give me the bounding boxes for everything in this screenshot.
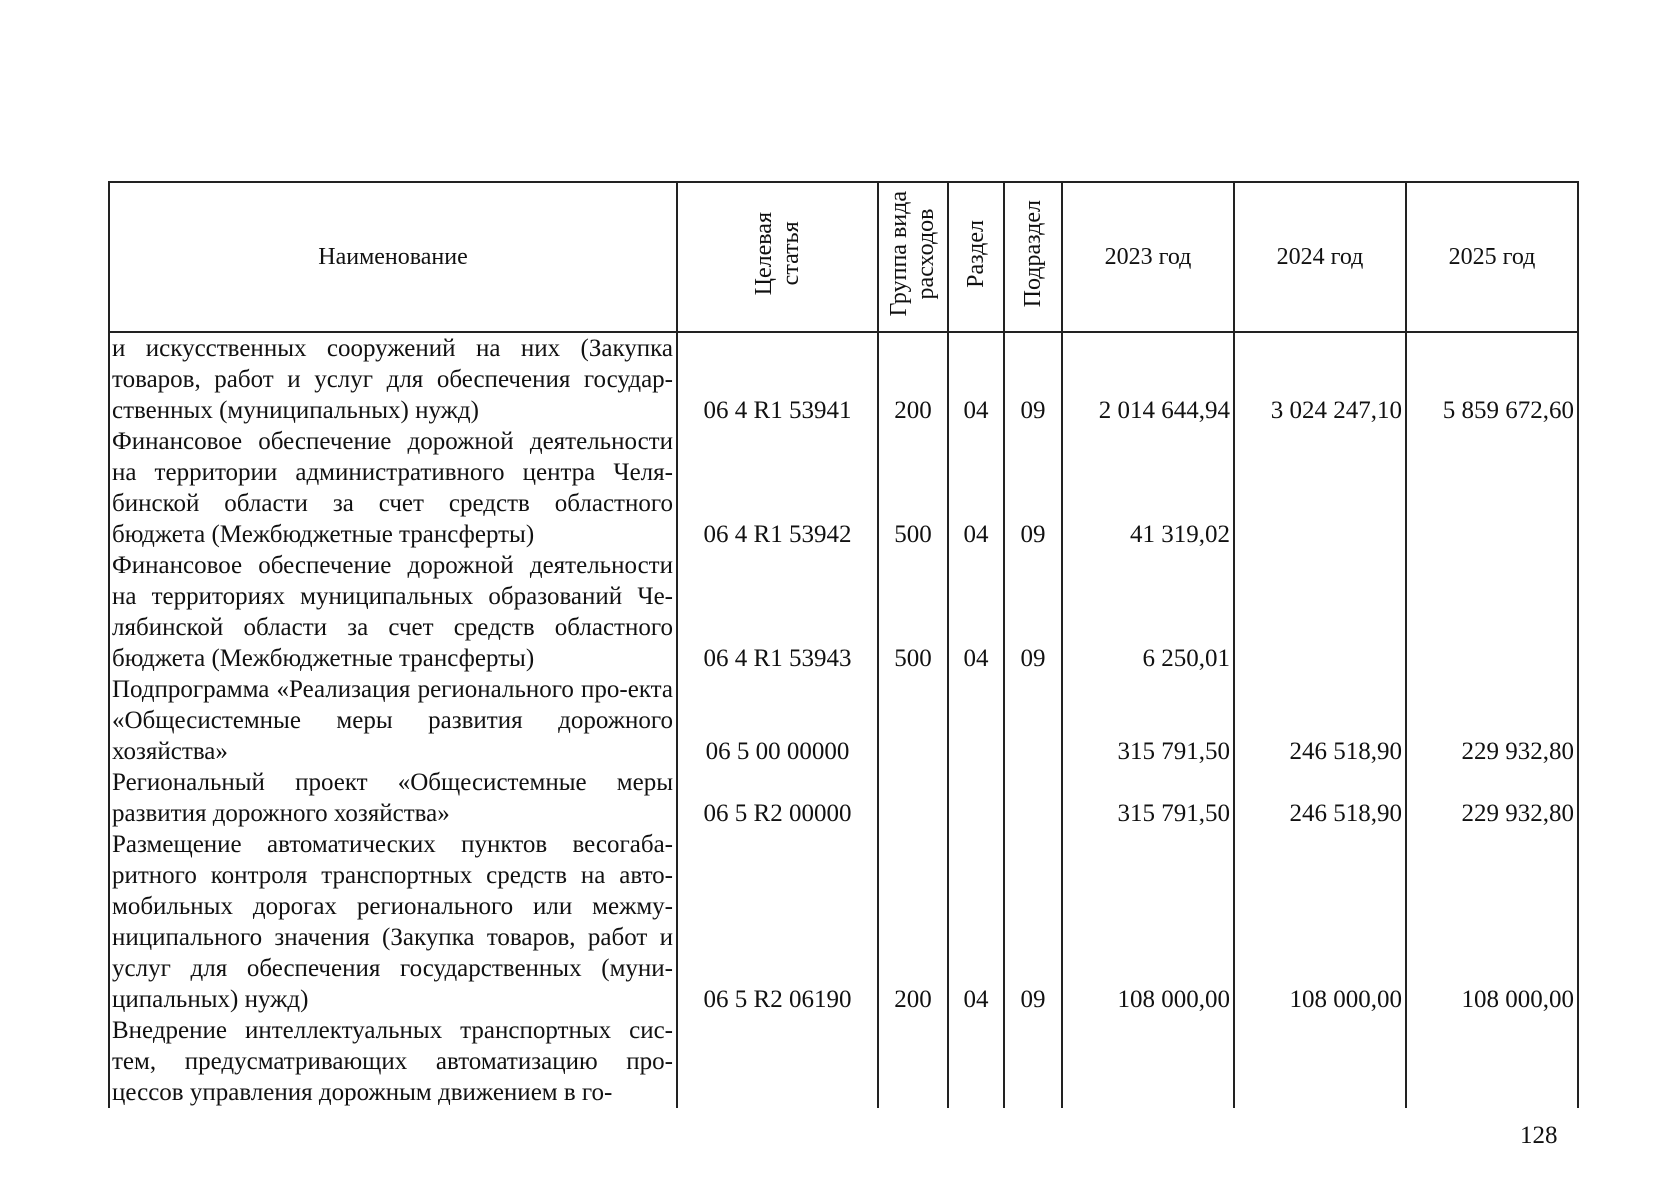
row-2024 (1234, 550, 1406, 674)
table-row (109, 1015, 1578, 1108)
row-2024 (1234, 426, 1406, 550)
row-name: Финансовое обеспечение дорожной деятельности на территориях муниципальных образований Че-лябинской области за счет средств областного бюджета (Межбюджетные трансферты) (109, 550, 677, 674)
row-group: 500 (878, 550, 948, 674)
row-group (878, 767, 948, 829)
header-year-2024: 2024 год (1234, 182, 1406, 332)
row-2024: 246 518,90 (1234, 674, 1406, 767)
table-row (109, 829, 1578, 1015)
row-2023: 315 791,50 (1062, 674, 1234, 767)
page-number: 128 (1520, 1122, 1558, 1149)
row-2025: 229 932,80 (1406, 674, 1578, 767)
header-subsection: Подраздел (1004, 182, 1062, 332)
budget-table (108, 181, 1579, 1108)
row-2025 (1406, 550, 1578, 674)
table-row (109, 550, 1578, 674)
row-2025: 108 000,00 (1406, 829, 1578, 1015)
row-code (677, 1015, 878, 1108)
table-header-row (109, 182, 1578, 332)
row-section: 04 (948, 829, 1004, 1015)
row-2024 (1234, 1015, 1406, 1108)
row-group: 500 (878, 426, 948, 550)
row-subsection: 09 (1004, 829, 1062, 1015)
row-section (948, 674, 1004, 767)
row-2024: 3 024 247,10 (1234, 332, 1406, 426)
row-name: Подпрограмма «Реализация регионального про-екта «Общесистемные меры развития дорожного хозяйства» (109, 674, 677, 767)
row-name: и искусственных сооружений на них (Закупка товаров, работ и услуг для обеспечения государ-ственных (муниципальных) нужд) (109, 332, 677, 426)
row-subsection: 09 (1004, 550, 1062, 674)
header-year-2025: 2025 год (1406, 182, 1578, 332)
row-subsection (1004, 674, 1062, 767)
row-name: Региональный проект «Общесистемные меры развития дорожного хозяйства» (109, 767, 677, 829)
row-section: 04 (948, 426, 1004, 550)
row-group: 200 (878, 332, 948, 426)
row-2023 (1062, 1015, 1234, 1108)
row-group (878, 1015, 948, 1108)
row-subsection (1004, 1015, 1062, 1108)
row-2023: 41 319,02 (1062, 426, 1234, 550)
row-code: 06 4 R1 53943 (677, 550, 878, 674)
row-code: 06 4 R1 53942 (677, 426, 878, 550)
row-code: 06 5 R2 06190 (677, 829, 878, 1015)
header-section: Раздел (948, 182, 1004, 332)
row-group (878, 674, 948, 767)
row-group: 200 (878, 829, 948, 1015)
header-target-article: Целевая статья (677, 182, 878, 332)
row-2025 (1406, 1015, 1578, 1108)
row-name: Внедрение интеллектуальных транспортных сис-тем, предусматривающих автоматизацию про-цессов управления дорожным движением в го- (109, 1015, 677, 1108)
row-2023: 6 250,01 (1062, 550, 1234, 674)
row-name: Размещение автоматических пунктов весогаба-ритного контроля транспортных средств на авто-мобильных дорогах регионального или межму-ниципального значения (Закупка товаров, работ и услуг для обеспечения государственных (муни-ципальных) нужд) (109, 829, 677, 1015)
table-row (109, 426, 1578, 550)
row-subsection (1004, 767, 1062, 829)
row-subsection: 09 (1004, 426, 1062, 550)
row-2023: 315 791,50 (1062, 767, 1234, 829)
row-section (948, 767, 1004, 829)
row-2024: 108 000,00 (1234, 829, 1406, 1015)
table-row (109, 674, 1578, 767)
row-code: 06 5 R2 00000 (677, 767, 878, 829)
header-name: Наименование (109, 182, 677, 332)
row-code: 06 5 00 00000 (677, 674, 878, 767)
row-section: 04 (948, 332, 1004, 426)
row-subsection: 09 (1004, 332, 1062, 426)
row-2025: 229 932,80 (1406, 767, 1578, 829)
row-section: 04 (948, 550, 1004, 674)
row-2025: 5 859 672,60 (1406, 332, 1578, 426)
row-2025 (1406, 426, 1578, 550)
row-section (948, 1015, 1004, 1108)
row-2023: 2 014 644,94 (1062, 332, 1234, 426)
row-2024: 246 518,90 (1234, 767, 1406, 829)
row-code: 06 4 R1 53941 (677, 332, 878, 426)
table-row (109, 332, 1578, 426)
row-2023: 108 000,00 (1062, 829, 1234, 1015)
budget-table-page (108, 181, 1577, 1108)
table-row (109, 767, 1578, 829)
header-year-2023: 2023 год (1062, 182, 1234, 332)
header-expense-group: Группа вида расходов (878, 182, 948, 332)
row-name: Финансовое обеспечение дорожной деятельности на территории административного центра Челя-бинской области за счет средств областного бюджета (Межбюджетные трансферты) (109, 426, 677, 550)
